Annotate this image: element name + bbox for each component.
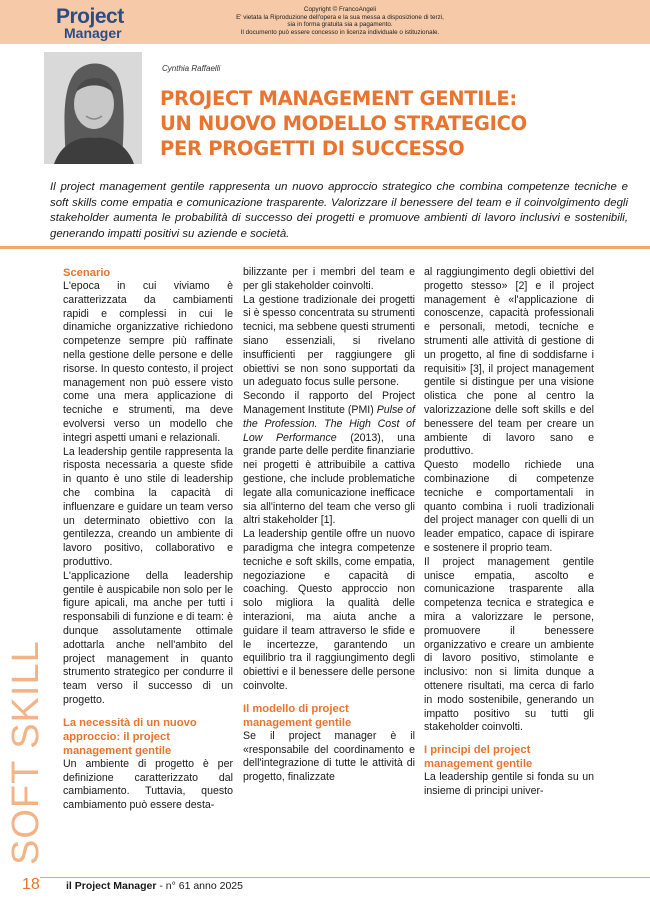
text-column-1 [63,266,233,813]
issue-info: - n° 61 anno 2025 [156,880,243,892]
header-band [0,0,650,44]
article-title: PROJECT MANAGEMENT GENTILE: UN NUOVO MODELLO STRATEGICO PER PROGETTI DI SUCCESSO [160,87,527,160]
heading-scenario: Scenario [63,267,111,279]
logo-word-manager: Manager [64,25,122,41]
section-divider [0,246,650,249]
copyright-notice: Copyright © FrancoAngeli E' vietata la Riproduzione dell'opera e la sua messa a disposizione di terzi, sia in forma gratuita sia a pagamento. Il documento può essere concesso in licenza individuale o istituzionale. [236,6,444,36]
paragraph: Questo modello richiede una combinazione di competenze tecniche e comportamentali in quanto combina i ruoli tradizionali del project manager con quelli di un leader empatico, capace di ispirare e sostenere il proprio team. [424,459,594,554]
heading-principles: I principi del project management gentile [424,744,533,771]
text-column-3 [424,266,594,799]
magazine-logo [56,6,146,42]
report-title: Pulse of the Profession. The High Cost of Low Performance [243,403,415,444]
text-column-2 [243,266,415,785]
heading-necessity: La necessità di un nuovo approccio: il project management gentile [63,716,197,757]
paragraph: Un ambiente di progetto è per definizione caratterizzato dal cambiamento. Tuttavia, questo cambiamento può essere desta- [63,757,233,812]
paragraph: Se il project manager è il «responsabile del coordinamento e dell'integrazione di tutte le attività di progetto, finalizzate [243,729,415,784]
author-name: Cynthia Raffaelli [162,64,221,73]
paragraph: Secondo il rapporto del Project Management Institute (PMI) Pulse of the Profession. The High Cost of Low Performance (2013), una grande parte delle perdite finanziarie nei progetti è attribuibile a cattiva gestione, che include problematiche legate alla comunicazione inefficace sia all'interno del team che verso gli altri stakeholder [1]. [243,390,415,527]
paragraph: L'epoca in cui viviamo è caratterizzata da cambiamenti rapidi e complessi in cui le dinamiche organizzative richiedono competenze sempre più raffinate nella gestione delle persone e delle risorse. In questo contesto, il project management non può essere visto come una mera applicazione di tecniche e strumenti, ma deve evolversi verso un modello che integri aspetti umani e relazionali. [63,280,233,444]
footer-info [66,880,243,892]
heading-model: Il modello di project management gentile [243,702,352,729]
paragraph: L'applicazione della leadership gentile è auspicabile non solo per le figure apicali, ma anche per tutti i responsabili di funzione e di team: è dunque assolutamente ottimale adottarla anche nell'ambito del project management in quanto strumento strategico per condurre il team verso il successo di un progetto. [63,569,233,706]
page-number: 18 [22,876,40,893]
logo-word-project: Project [56,5,124,28]
paragraph: La leadership gentile si fonda su un insieme di principi univer- [424,771,594,797]
article-abstract: Il project management gentile rappresenta un nuovo approccio strategico che combina competenze tecniche e soft skills come empatia e comunicazione trasparente. Valorizzare il benessere del team e il coinvolgimento degli stakeholder aumenta le probabilità di successo dei progetti e promuove ambienti di lavoro inclusivi e sostenibili, generando impatti positivi su aziende e società. [50,181,628,240]
paragraph: Il project management gentile unisce empatia, ascolto e comunicazione trasparente alla competenza tecnica e strategica e mira a valorizzare le persone, promuovere il benessere organizzativo e creare un ambiente di lavoro positivo, stimolante e inclusivo: non si limita dunque a ottenere risultati, ma cerca di farlo in modo sostenibile, generando un impatto positivo su tutti gli stakeholder coinvolti. [424,555,594,734]
author-photo [44,52,142,164]
magazine-name: il Project Manager [66,880,157,892]
section-label-text: SOFT SKILL [5,640,47,865]
section-label-vertical [0,600,50,870]
paragraph: bilizzante per i membri del team e per gli stakeholder coinvolti. [243,266,415,292]
paragraph: al raggiungimento degli obiettivi del progetto stesso» [2] e il project management è «l'applicazione di conoscenze, capacità professionali e personali, metodi, tecniche e strumenti alle attività di gestione di un progetto, al fine di soddisfarne i requisiti» [3], il project management gentile si distingue per una visione olistica che pone al centro la valorizzazione delle soft skills e del benessere del team per creare un ambiente di lavoro sano e produttivo. [424,266,594,458]
paragraph: La leadership gentile rappresenta la risposta necessaria a queste sfide in quanto è uno stile di leadership che combina la capacità di influenzare e guidare un team verso un determinato obiettivo con la gentilezza, creando un ambiente di lavoro positivo, collaborativo e produttivo. [63,445,233,568]
footer-rule [40,877,650,878]
paragraph: La gestione tradizionale dei progetti si è spesso concentrata su strumenti tecnici, ma sebbene questi strumenti siano essenziali, si rivelano insufficienti per raggiungere gli obiettivi se non sono supportati da un adeguato focus sulle persone. [243,293,415,389]
paragraph: La leadership gentile offre un nuovo paradigma che integra competenze tecniche e soft skills, come empatia, negoziazione e capacità di coaching. Questo approccio non solo migliora la qualità delle interazioni, ma aiuta anche a guidare il team attraverso le sfide e le incertezze, garantendo un equilibrio tra il raggiungimento degli obiettivi e il benessere delle persone coinvolte. [243,528,415,692]
